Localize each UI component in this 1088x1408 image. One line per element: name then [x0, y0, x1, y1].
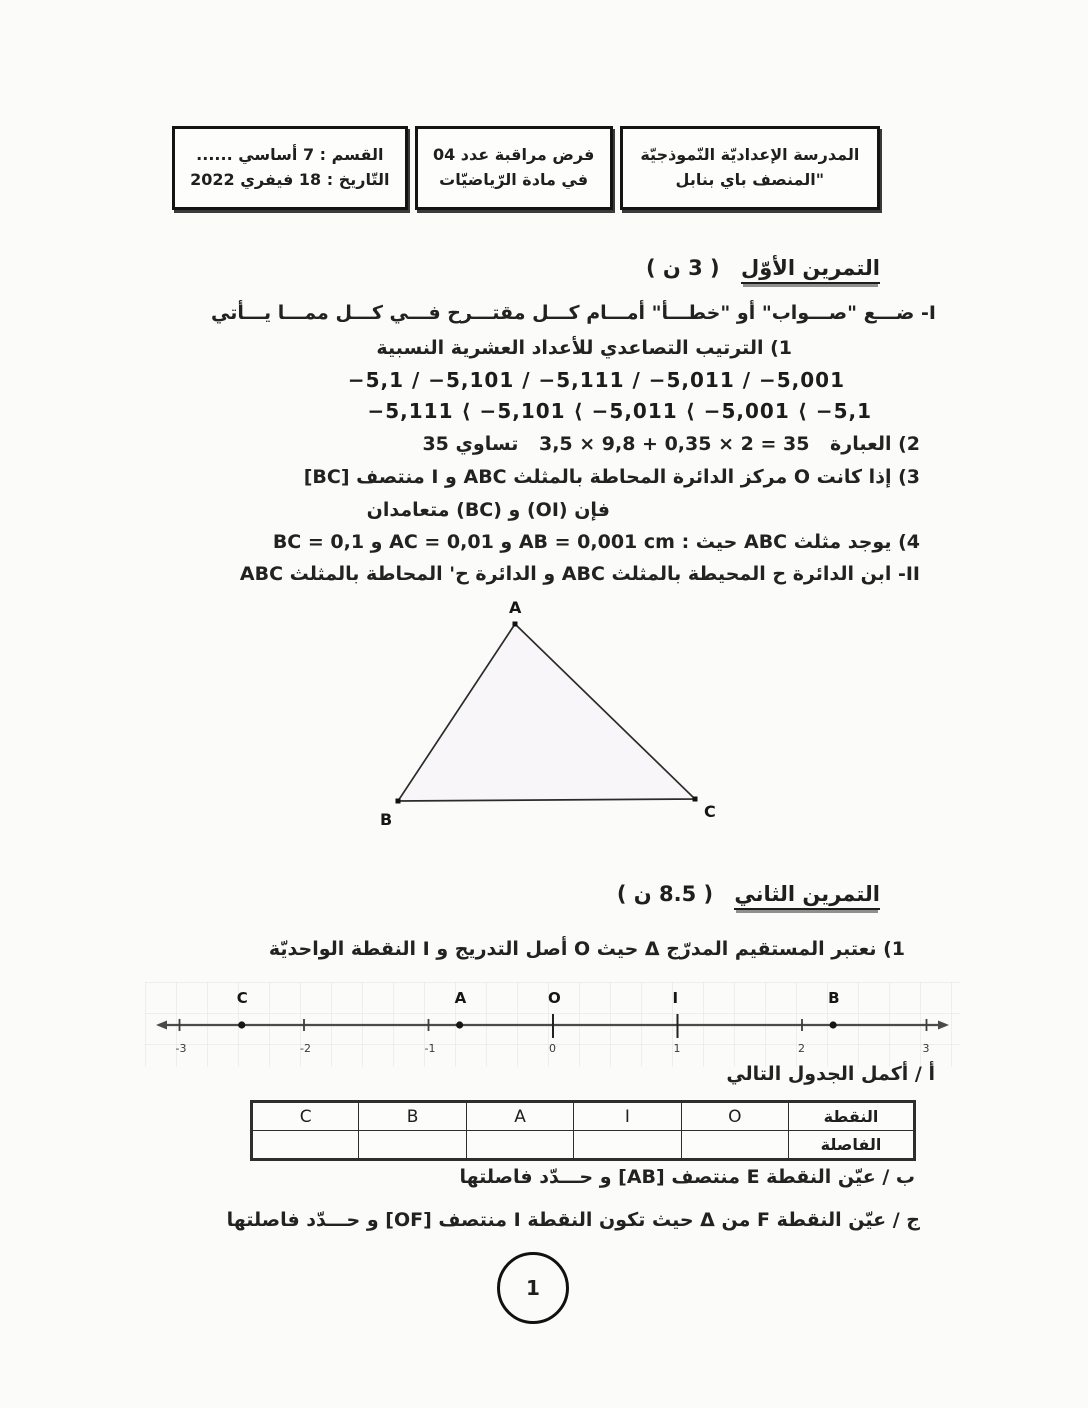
point-label-a: A	[454, 989, 467, 1007]
table-header-abscissa: الفاصلة	[789, 1131, 915, 1160]
ex1-item-2-label: 2) العبارة	[830, 433, 920, 455]
axis-tick-label: 0	[549, 1042, 556, 1055]
exercise2-title-text: التمرين الثاني	[734, 882, 880, 910]
point-label-o: O	[548, 989, 561, 1007]
point-label-c: C	[236, 989, 248, 1007]
header-cell-school	[620, 126, 880, 210]
header-cell-exam	[415, 126, 613, 210]
ex1-item-2-tail: تساوي 35	[422, 433, 519, 455]
table-cell-point-c: C	[252, 1102, 359, 1131]
ex1-item-I: I- ضـــع "صـــواب" أو "خطـــأ" أمـــام كـــل مقتـــرح فـــي كـــل ممـــا يـــأتي	[210, 302, 936, 324]
table-cell-point-b: B	[359, 1102, 466, 1131]
ex1-item-4: 4) يوجد مثلث ABC حيث : AB = 0,001 cm و AC = 0,01 و BC = 0,1	[272, 531, 920, 553]
point-dot-b	[830, 1021, 837, 1028]
table-row-abscissa	[252, 1131, 915, 1160]
exercise1-points: ( 3 ن )	[645, 256, 720, 280]
header-cell-class-date	[172, 126, 408, 210]
table-cell-abscissa-o[interactable]	[681, 1131, 788, 1160]
triangle-figure	[338, 595, 763, 840]
exam-subject-line: في مادة الرّياضيّات	[439, 170, 589, 189]
triangle-label-a: A	[509, 598, 522, 617]
ex1-item-II: II- ابن الدائرة ح المحيطة بالمثلث ABC و الدائرة ح' المحاطة بالمثلث ABC	[239, 563, 920, 585]
axis-tick-label: 3	[922, 1042, 930, 1055]
ex1-item-3: 3) إذا كانت O مركز الدائرة المحاطة بالمثلث ABC و I منتصف [BC]	[303, 466, 920, 488]
table-cell-point-a: A	[466, 1102, 573, 1131]
table-cell-abscissa-a[interactable]	[466, 1131, 573, 1160]
axis-tick-label: 1	[673, 1042, 681, 1055]
point-label-b: B	[828, 989, 840, 1007]
table-cell-abscissa-i[interactable]	[574, 1131, 681, 1160]
abscissa-table	[250, 1100, 916, 1161]
axis-tick-label: -2	[300, 1042, 311, 1055]
ex1-item-3b: فإن (OI) و (BC) متعامدان	[366, 499, 610, 521]
point-dot-c	[238, 1021, 245, 1028]
triangle-label-c: C	[704, 802, 716, 821]
table-cell-abscissa-c[interactable]	[252, 1131, 359, 1160]
ex1-decimal-list: −5,1 / −5,101 / −5,111 / −5,011 / −5,001	[347, 368, 845, 392]
page-number-badge	[497, 1252, 569, 1324]
ex2-item-b: ب / عيّن النقطة E منتصف [AB] و حـــدّد فاصلتها	[459, 1166, 915, 1188]
ex2-item-a: أ / أكمل الجدول التالي	[726, 1063, 935, 1085]
triangle-label-b: B	[380, 810, 393, 829]
ex2-item-c: ج / عيّن النقطة F من Δ حيث تكون النقطة I منتصف [OF] و حـــدّد فاصلتها	[226, 1209, 920, 1231]
point-label-i: I	[672, 989, 679, 1007]
exercise2-points: ( 8.5 ن )	[616, 882, 714, 906]
ex1-item-2-expression: 3,5 × 9,8 + 0,35 × 2 = 35	[538, 433, 810, 455]
ex1-item-2	[422, 433, 920, 455]
page-number: 1	[526, 1276, 540, 1300]
exercise1-title	[646, 256, 880, 280]
number-line-figure	[145, 982, 960, 1067]
exercise1-title-text: التمرين الأوّل	[741, 256, 880, 284]
class-line: القسم : 7 أساسي ......	[196, 145, 384, 165]
exercise2-title	[617, 882, 880, 906]
ex2-item-1: 1) نعتبر المستقيم المدرّج Δ حيث O أصل التدريج و I النقطة الواحديّة	[268, 938, 905, 960]
date-line: التّاريخ : 18 فيفري 2022	[190, 170, 390, 189]
ex1-item-1: 1) الترتيب التصاعدي للأعداد العشرية النسبية	[376, 337, 792, 359]
axis-tick-label: -1	[424, 1042, 436, 1055]
table-cell-abscissa-b[interactable]	[359, 1131, 466, 1160]
table-row-points	[252, 1102, 915, 1131]
point-dot-a	[456, 1021, 463, 1028]
table-cell-point-i: I	[574, 1102, 681, 1131]
exam-title-line: فرض مراقبة عدد 04	[432, 145, 595, 165]
school-location-line: "المنصف باي بنابل	[675, 170, 825, 189]
table-cell-point-o: O	[681, 1102, 788, 1131]
axis-tick-label: 2	[798, 1042, 805, 1055]
school-name-line: المدرسة الإعداديّة النّموذجيّة	[640, 145, 860, 165]
header-table	[172, 126, 880, 210]
ex1-decimal-order: −5,111 ⟨ −5,101 ⟨ −5,011 ⟨ −5,001 ⟨ −5,1	[367, 399, 872, 423]
axis-tick-label: -3	[175, 1042, 187, 1055]
table-header-point: النقطة	[789, 1102, 915, 1131]
